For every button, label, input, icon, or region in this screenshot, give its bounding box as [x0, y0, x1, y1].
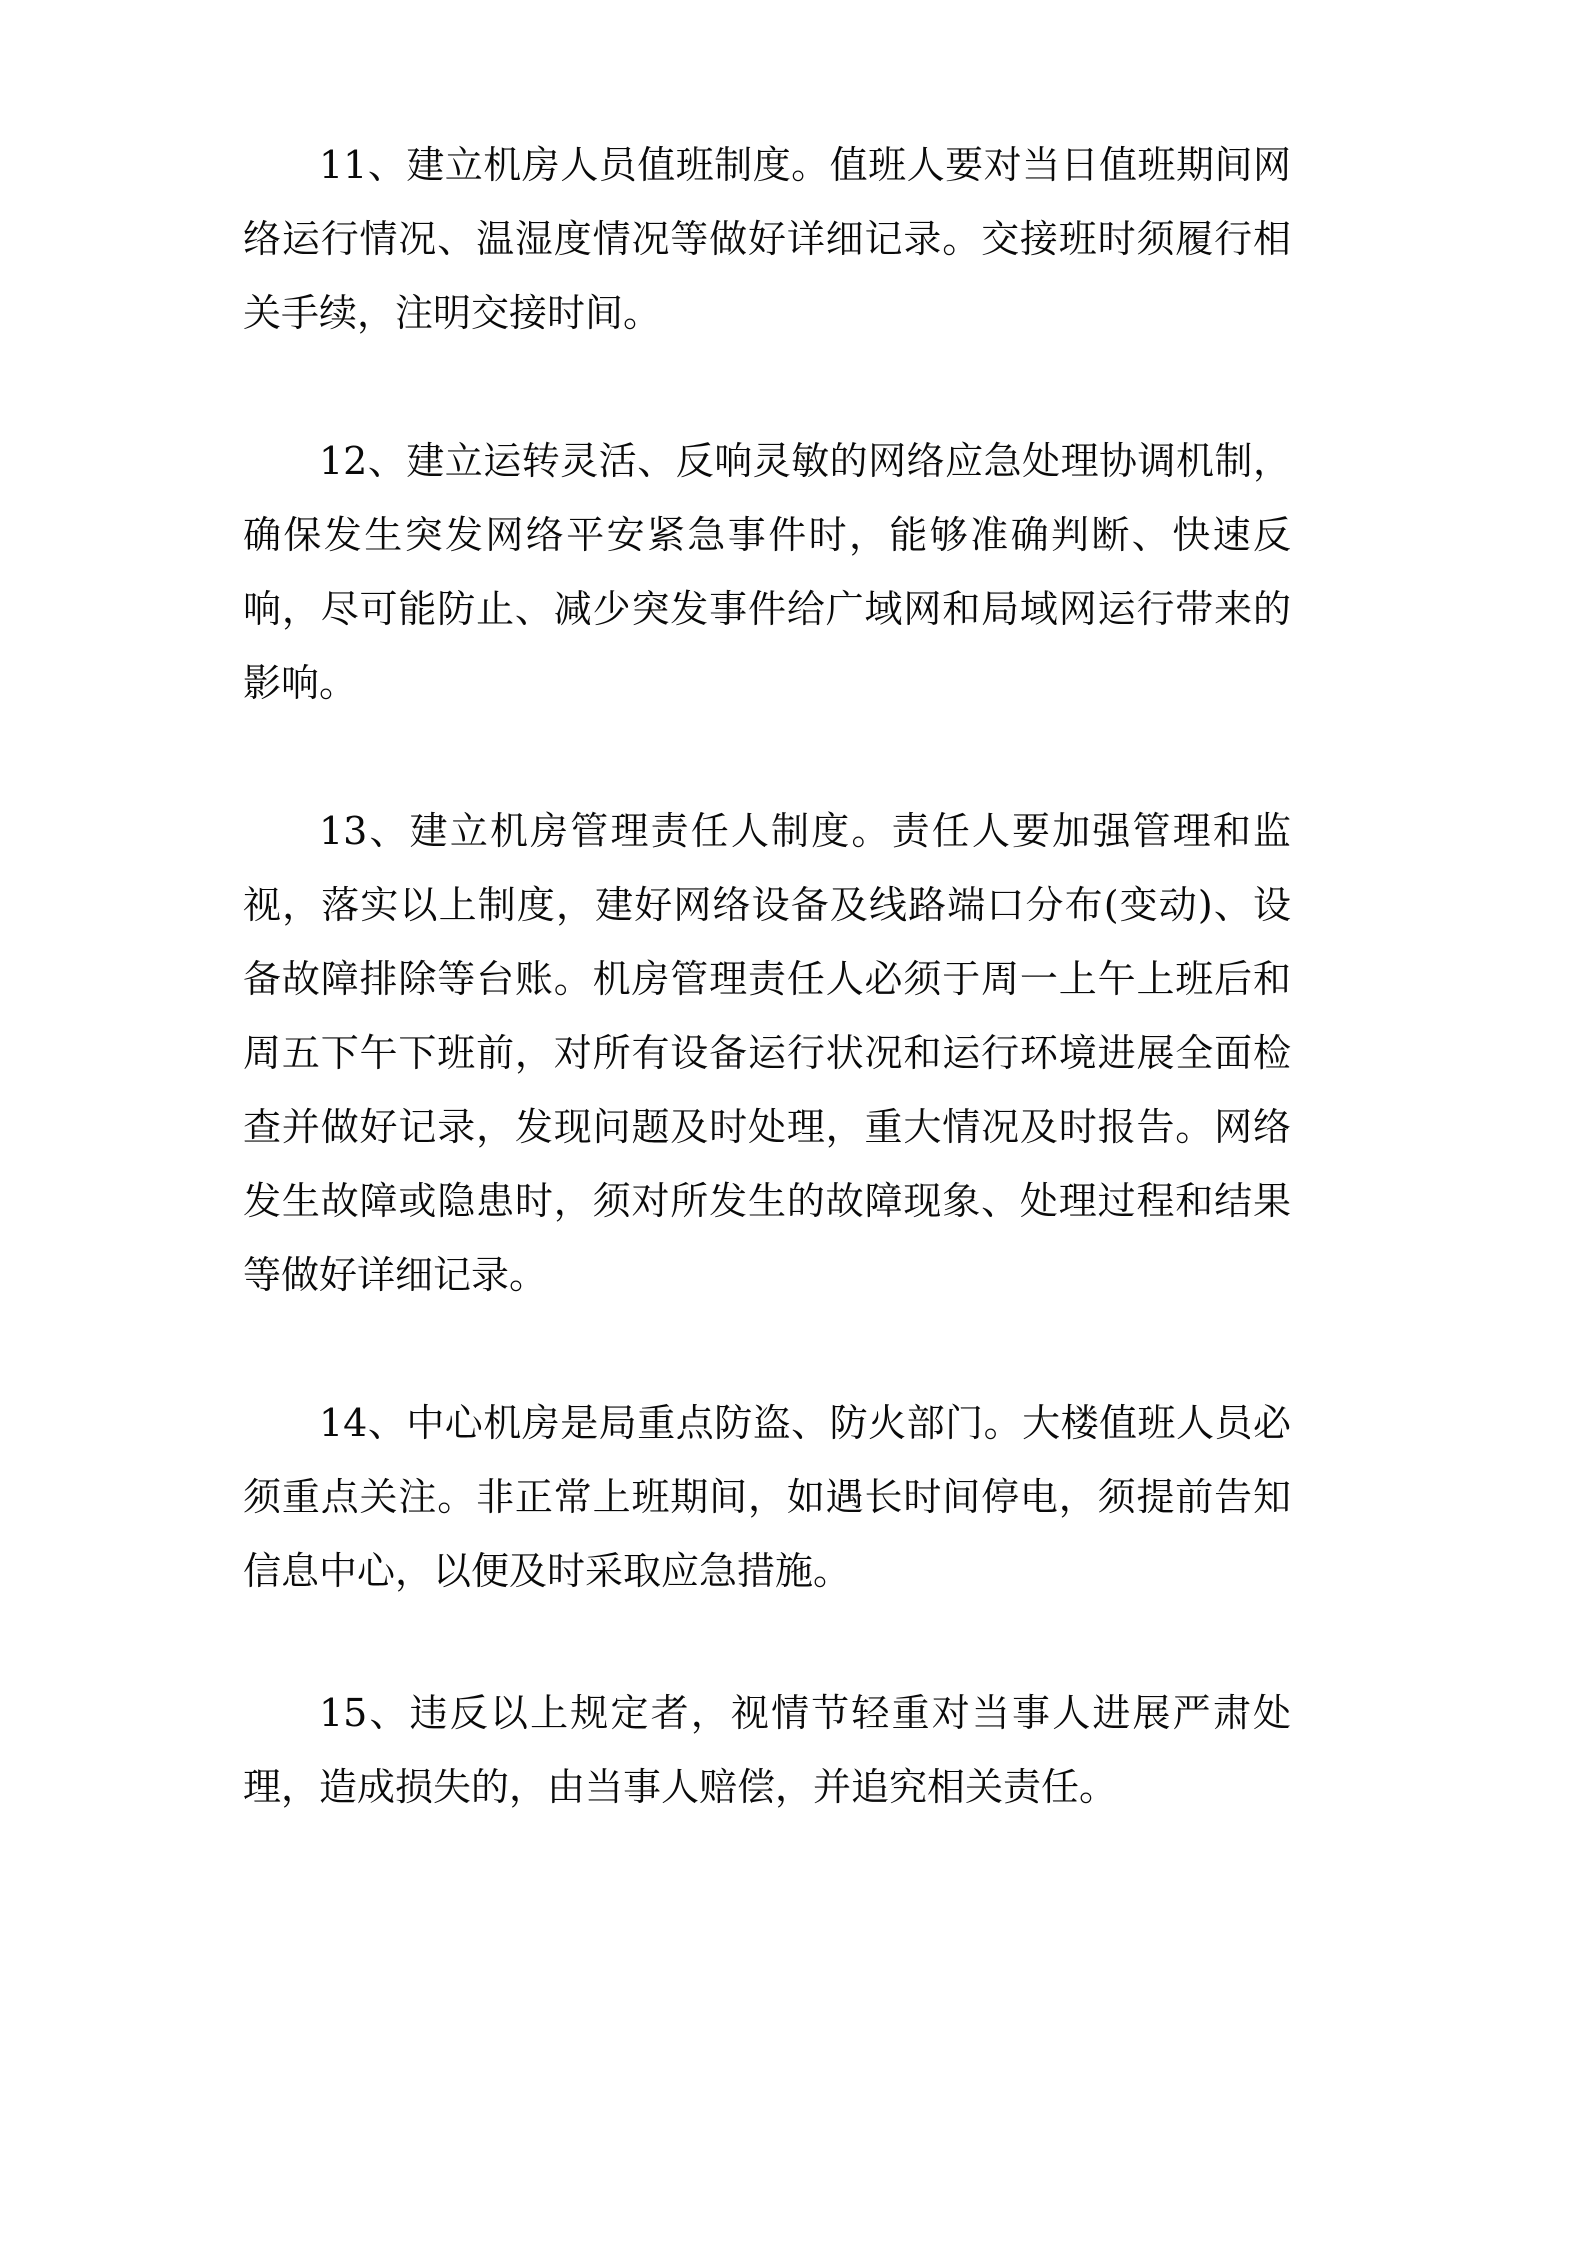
paragraph-item-12: 12、建立运转灵活、反响灵敏的网络应急处理协调机制，确保发生突发网络平安紧急事件时，能够准确判断、快速反响，尽可能防止、减少突发事件给广域网和局域网运行带来的影响。 — [243, 439, 1291, 705]
document-body — [243, 128, 1291, 1824]
paragraph-item-14: 14、中心机房是局重点防盗、防火部门。大楼值班人员必须重点关注。非正常上班期间，如遇长时间停电，须提前告知信息中心，以便及时采取应急措施。 — [243, 1401, 1291, 1593]
paragraph-spacer — [243, 350, 1291, 424]
paragraph-spacer — [243, 1312, 1291, 1386]
paragraph-item-11: 11、建立机房人员值班制度。值班人要对当日值班期间网络运行情况、温湿度情况等做好详细记录。交接班时须履行相关手续，注明交接时间。 — [243, 143, 1291, 335]
paragraph-spacer — [243, 1608, 1291, 1676]
paragraph-item-13: 13、建立机房管理责任人制度。责任人要加强管理和监视，落实以上制度，建好网络设备及线路端口分布(变动)、设备故障排除等台账。机房管理责任人必须于周一上午上班后和周五下午下班前，对所有设备运行状况和运行环境进展全面检查并做好记录，发现问题及时处理，重大情况及时报告。网络发生故障或隐患时，须对所发生的故障现象、处理过程和结果等做好详细记录。 — [243, 809, 1291, 1297]
paragraph-spacer — [243, 720, 1291, 794]
paragraph-item-15: 15、违反以上规定者，视情节轻重对当事人进展严肃处理，造成损失的，由当事人赔偿，并追究相关责任。 — [243, 1691, 1291, 1809]
